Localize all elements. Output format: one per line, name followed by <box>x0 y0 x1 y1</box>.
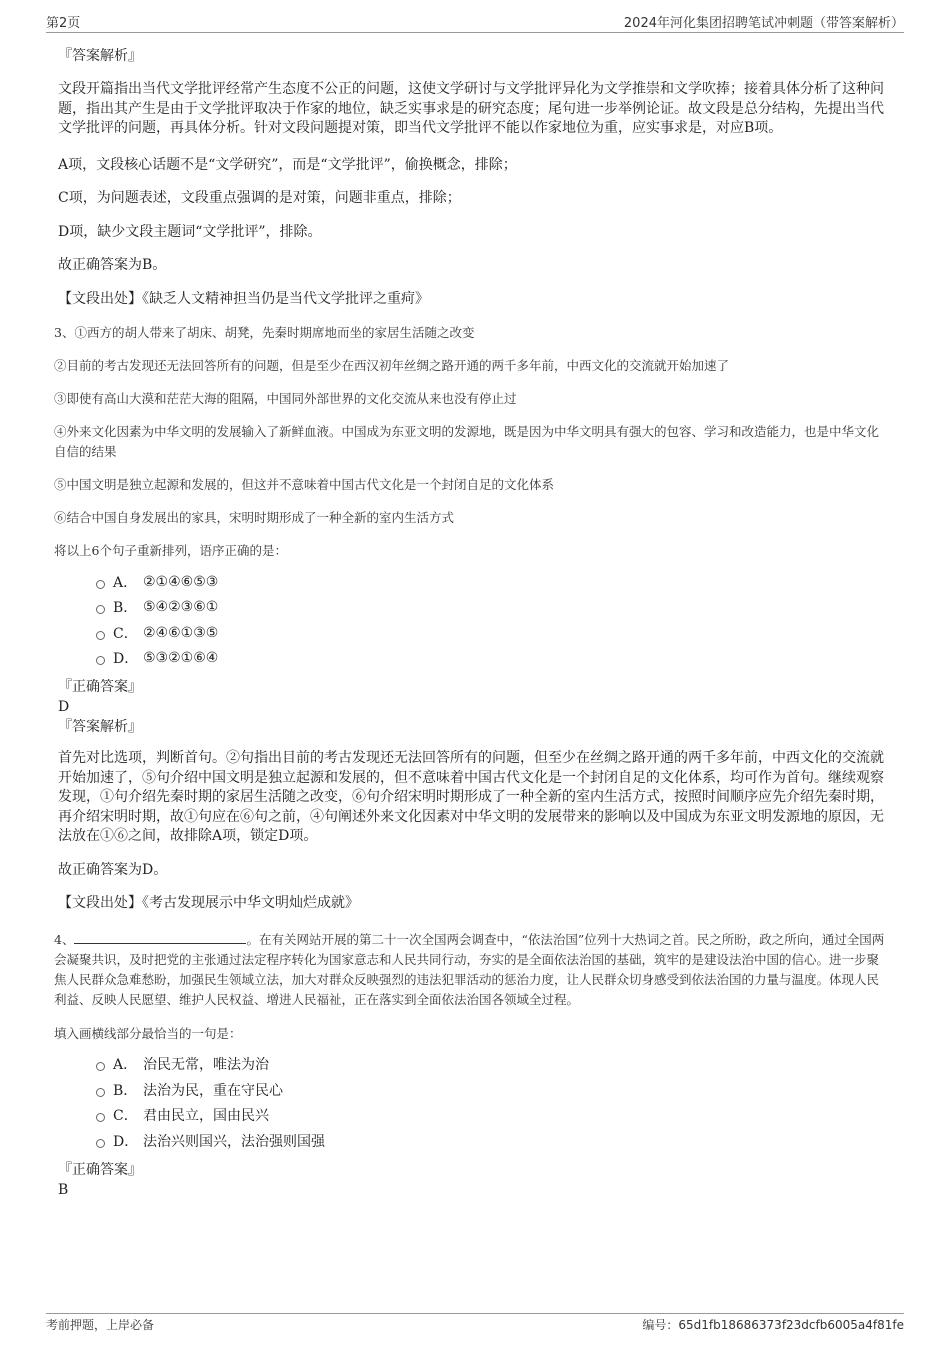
correct-answer: B <box>58 1181 69 1198</box>
option-d[interactable]: D． ⑤③②①⑥④ <box>96 646 888 672</box>
radio-icon[interactable] <box>96 1062 105 1071</box>
footer-slogan: 考前押题，上岸必备 <box>46 1318 155 1332</box>
correct-answer-label: 『正确答案』 <box>58 679 142 695</box>
analysis-conclusion: 故正确答案为B。 <box>58 257 167 273</box>
radio-icon[interactable] <box>96 631 105 640</box>
answer-analysis-label: 『答案解析』 <box>58 719 142 735</box>
answer-analysis-text: 首先对比选项，判断首句。②句指出目前的考古发现还无法回答所有的问题，但至少在丝绸之路开通的两千多年前，中西文化的交流就开始加速了，⑤句介绍中国文明是独立起源和发展的，但不意味着中国古代文化是一个封闭自足的文化体系，均可作为首句。继续观察发现，①句介绍先秦时期的家居生活随之改变，⑥句介绍宋明时期形成了一种全新的室内生活方式，按照时间顺序应先介绍先秦时期，再介绍宋明时期，故①句应在⑥句之前，④句阐述外来文化因素对中华文明的发展带来的影响以及中国成为东亚文明发源地的原因，无法放在①⑥之间，故排除A项，锁定D项。 <box>58 750 884 844</box>
option-c[interactable]: C． ②④⑥①③⑤ <box>96 620 888 646</box>
option-c[interactable]: C． 君由民立，国由民兴 <box>96 1103 888 1129</box>
radio-icon[interactable] <box>96 605 105 614</box>
analysis-note-c: C项，为问题表述，文段重点强调的是对策，问题非重点，排除； <box>58 190 461 206</box>
page-number: 第2页 <box>46 16 81 31</box>
sentence-2: ②目前的考古发现还无法回答所有的问题，但是至少在西汉初年丝绸之路开通的两千多年前，中西文化的交流就开始加速了 <box>54 358 730 373</box>
option-a[interactable]: A． 治民无常，唯法为治 <box>96 1052 888 1078</box>
radio-icon[interactable] <box>96 1113 105 1122</box>
radio-icon[interactable] <box>96 580 105 589</box>
radio-icon[interactable] <box>96 656 105 665</box>
correct-answer: D <box>58 699 70 715</box>
question-prompt: 将以上6个句子重新排列，语序正确的是： <box>54 543 287 558</box>
page-footer <box>46 1313 904 1334</box>
option-b[interactable]: B． ⑤④②③⑥① <box>96 595 888 621</box>
page-content <box>54 46 888 1200</box>
question-stem: 4、 。在有关网站开展的第二十一次全国两会调查中，“依法治国”位列十大热词之首。民之所盼，政之所向，通过全国两会凝聚共识，及时把党的主张通过法定程序转化为国家意志和人民共同行动，夯实的是全面依法治国的基础，筑牢的是建设法治中国的信心。进一步聚焦人民群众急难愁盼，加强民生领域立法，加大对群众反映强烈的违法犯罪活动的惩治力度，让人民群众切身感受到依法治国的力量与温度。体现人民利益、反映人民愿望、维护人民权益、增进人民福祉，正在落实到全面依法治国各领域全过程。 <box>54 931 885 1007</box>
sentence-1: 3、①西方的胡人带来了胡床、胡凳，先秦时期席地而坐的家居生活随之改变 <box>54 325 475 340</box>
sentence-5: ⑤中国文明是独立起源和发展的，但这并不意味着中国古代文化是一个封闭自足的文化体系 <box>54 477 555 492</box>
sentence-6: ⑥结合中国自身发展出的家具，宋明时期形成了一种全新的室内生活方式 <box>54 510 455 525</box>
sentence-3: ③即使有高山大漠和茫茫大海的阻隔，中国同外部世界的文化交流从来也没有停止过 <box>54 391 517 406</box>
question-3 <box>54 323 888 561</box>
document-code: 编号：65d1fb18686373f23dcfb6005a4f81fe <box>642 1318 904 1332</box>
document-title: 2024年河化集团招聘笔试冲刺题（带答案解析） <box>623 16 904 31</box>
options-list <box>96 1052 888 1154</box>
answer-blank <box>74 931 246 944</box>
question-4 <box>54 930 888 1044</box>
option-d[interactable]: D． 法治兴则国兴，法治强则国强 <box>96 1128 888 1154</box>
answer-analysis-label: 『答案解析』 <box>58 48 142 64</box>
page-header <box>46 12 904 33</box>
passage-source: 【文段出处】《考古发现展示中华文明灿烂成就》 <box>58 895 359 911</box>
analysis-conclusion: 故正确答案为D。 <box>58 861 168 878</box>
passage-source: 【文段出处】《缺乏人文精神担当仍是当代文学批评之重疴》 <box>58 290 429 307</box>
answer-analysis-text: 文段开篇指出当代文学批评经常产生态度不公正的问题，这使文学研讨与文学批评异化为文学推崇和文学吹捧；接着具体分析了这种问题，指出其产生是由于文学批评取决于作家的地位，缺乏实事求是的研究态度；尾句进一步举例论证。故文段是总分结构，先提出当代文学批评的问题，再具体分析。针对文段问题提对策，即当代文学批评不能以作家地位为重，应实事求是，对应B项。 <box>58 81 884 136</box>
question-prompt: 填入画横线部分最恰当的一句是： <box>54 1025 242 1041</box>
analysis-note-a: A项，文段核心话题不是“文学研究”，而是“文学批评”，偷换概念，排除； <box>58 156 517 173</box>
sentence-4: ④外来文化因素为中华文明的发展输入了新鲜血液。中国成为东亚文明的发源地，既是因为中华文明具有强大的包容、学习和改造能力，也是中华文化自信的结果 <box>54 424 880 459</box>
option-b[interactable]: B． 法治为民，重在守民心 <box>96 1077 888 1103</box>
analysis-note-d: D项，缺少文段主题词“文学批评”，排除。 <box>58 223 322 240</box>
radio-icon[interactable] <box>96 1088 105 1097</box>
options-list <box>96 569 888 671</box>
option-a[interactable]: A． ②①④⑥⑤③ <box>96 569 888 595</box>
radio-icon[interactable] <box>96 1139 105 1148</box>
correct-answer-label: 『正确答案』 <box>58 1161 142 1178</box>
